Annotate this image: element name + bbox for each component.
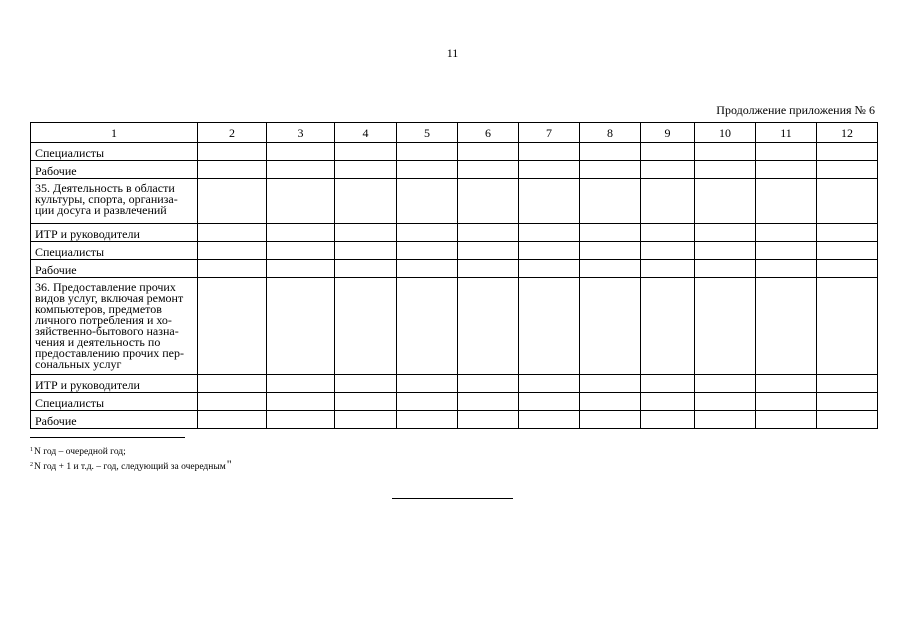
table-cell: [519, 393, 580, 411]
table-cell: [519, 375, 580, 393]
table-cell: [397, 242, 458, 260]
table-cell: [335, 393, 397, 411]
table-cell: [641, 242, 695, 260]
row-label: 35. Деятельность в области культуры, спорта, организа-ции досуга и развлечений: [31, 179, 198, 224]
table-cell: [580, 179, 641, 224]
table-cell: [641, 260, 695, 278]
footnote-item: [30, 444, 232, 458]
table-cell: [519, 411, 580, 429]
table-cell: [198, 411, 267, 429]
table-cell: [267, 224, 335, 242]
table-cell: [695, 161, 756, 179]
table-cell: [335, 143, 397, 161]
table-cell: [580, 161, 641, 179]
column-header: 7: [519, 123, 580, 143]
table-cell: [580, 143, 641, 161]
table-cell: [519, 161, 580, 179]
table-cell: [335, 242, 397, 260]
table-row: [31, 179, 878, 224]
table-cell: [335, 375, 397, 393]
table-cell: [397, 393, 458, 411]
table-cell: [397, 260, 458, 278]
table-cell: [817, 179, 878, 224]
table-cell: [267, 260, 335, 278]
row-label: ИТР и руководители: [31, 224, 198, 242]
statistics-table: [30, 122, 878, 429]
column-header: 2: [198, 123, 267, 143]
table-cell: [267, 242, 335, 260]
row-label: ИТР и руководители: [31, 375, 198, 393]
table-cell: [519, 179, 580, 224]
table-row: [31, 260, 878, 278]
table-cell: [397, 411, 458, 429]
table-cell: [267, 393, 335, 411]
table-cell: [198, 242, 267, 260]
table-cell: [335, 411, 397, 429]
table-cell: [458, 242, 519, 260]
footnote-text: N год – очередной год;: [34, 447, 126, 457]
footnote-divider: [30, 437, 185, 438]
table-cell: [397, 179, 458, 224]
table-cell: [641, 161, 695, 179]
table-cell: [198, 224, 267, 242]
table-cell: [198, 375, 267, 393]
table-cell: [198, 393, 267, 411]
table-row: [31, 375, 878, 393]
column-header: 4: [335, 123, 397, 143]
table-cell: [756, 224, 817, 242]
table-row: [31, 393, 878, 411]
table-cell: [335, 278, 397, 375]
column-header: 9: [641, 123, 695, 143]
table-cell: [756, 260, 817, 278]
table-cell: [817, 375, 878, 393]
table-cell: [756, 143, 817, 161]
table-cell: [458, 411, 519, 429]
table-cell: [817, 224, 878, 242]
table-cell: [817, 161, 878, 179]
table-cell: [580, 278, 641, 375]
table-row: [31, 242, 878, 260]
table-row: [31, 278, 878, 375]
table-cell: [641, 143, 695, 161]
table-cell: [267, 278, 335, 375]
table-cell: [695, 393, 756, 411]
table-cell: [267, 179, 335, 224]
appendix-continuation-label: Продолжение приложения № 6: [716, 103, 875, 117]
table-cell: [695, 143, 756, 161]
table-cell: [817, 278, 878, 375]
row-label: Специалисты: [31, 143, 198, 161]
column-header: 8: [580, 123, 641, 143]
closing-quote: ": [226, 457, 232, 471]
footnote-item: [30, 458, 232, 473]
table-cell: [397, 224, 458, 242]
table-cell: [198, 260, 267, 278]
page-number: 11: [446, 46, 459, 60]
table-cell: [641, 179, 695, 224]
table-cell: [817, 393, 878, 411]
end-divider: [392, 498, 513, 499]
column-header: 6: [458, 123, 519, 143]
table-cell: [580, 260, 641, 278]
table-row: [31, 224, 878, 242]
table-cell: [756, 411, 817, 429]
table-cell: [519, 242, 580, 260]
table-cell: [458, 161, 519, 179]
table-cell: [458, 393, 519, 411]
table-cell: [756, 161, 817, 179]
table-cell: [267, 161, 335, 179]
table-cell: [397, 375, 458, 393]
table-row: [31, 143, 878, 161]
table-row: [31, 411, 878, 429]
table-cell: [519, 260, 580, 278]
row-label: Специалисты: [31, 242, 198, 260]
table-cell: [695, 242, 756, 260]
table-cell: [641, 224, 695, 242]
table-cell: [519, 143, 580, 161]
table-cell: [756, 393, 817, 411]
column-header: 10: [695, 123, 756, 143]
table-row: [31, 161, 878, 179]
table-cell: [756, 179, 817, 224]
table-cell: [267, 143, 335, 161]
row-label: Специалисты: [31, 393, 198, 411]
table-cell: [519, 224, 580, 242]
table-cell: [580, 393, 641, 411]
table-cell: [580, 411, 641, 429]
footnote-mark: 1: [30, 447, 33, 453]
table-cell: [695, 278, 756, 375]
row-label: Рабочие: [31, 161, 198, 179]
table-cell: [641, 375, 695, 393]
table-cell: [335, 260, 397, 278]
table-cell: [267, 411, 335, 429]
column-header: 1: [31, 123, 198, 143]
table-cell: [397, 278, 458, 375]
table-cell: [335, 224, 397, 242]
table-cell: [580, 242, 641, 260]
table-cell: [756, 278, 817, 375]
table-cell: [756, 242, 817, 260]
table-cell: [267, 375, 335, 393]
column-header: 12: [817, 123, 878, 143]
table-cell: [397, 143, 458, 161]
table-cell: [458, 260, 519, 278]
column-header: 11: [756, 123, 817, 143]
table-cell: [695, 224, 756, 242]
table-cell: [458, 179, 519, 224]
table-cell: [695, 179, 756, 224]
row-label: Рабочие: [31, 260, 198, 278]
row-label: Рабочие: [31, 411, 198, 429]
footnote-mark: 2: [30, 462, 33, 468]
table-cell: [641, 393, 695, 411]
table-cell: [458, 224, 519, 242]
table-cell: [335, 179, 397, 224]
table-cell: [817, 143, 878, 161]
table-cell: [580, 375, 641, 393]
column-header: 5: [397, 123, 458, 143]
table-cell: [817, 411, 878, 429]
footnote-text: N год + 1 и т.д. – год, следующий за очередным: [34, 462, 226, 472]
table-cell: [397, 161, 458, 179]
table-cell: [198, 278, 267, 375]
table-cell: [695, 375, 756, 393]
table-cell: [641, 411, 695, 429]
table-cell: [641, 278, 695, 375]
footnotes: [30, 444, 232, 473]
table-cell: [580, 224, 641, 242]
table-cell: [198, 161, 267, 179]
table-header-row: [31, 123, 878, 143]
table-cell: [458, 375, 519, 393]
table-cell: [198, 143, 267, 161]
table-cell: [335, 161, 397, 179]
column-header: 3: [267, 123, 335, 143]
table-cell: [198, 179, 267, 224]
table-cell: [817, 260, 878, 278]
table-cell: [695, 260, 756, 278]
table-cell: [817, 242, 878, 260]
row-label: 36. Предоставление прочих видов услуг, включая ремонт компьютеров, предметов личного потребления и хо-зяйственно-бытового назна-чения и деятельность по предоставлению прочих пер-сональных услуг: [31, 278, 198, 375]
table-cell: [519, 278, 580, 375]
table-cell: [458, 143, 519, 161]
table-cell: [458, 278, 519, 375]
table-cell: [695, 411, 756, 429]
table-cell: [756, 375, 817, 393]
